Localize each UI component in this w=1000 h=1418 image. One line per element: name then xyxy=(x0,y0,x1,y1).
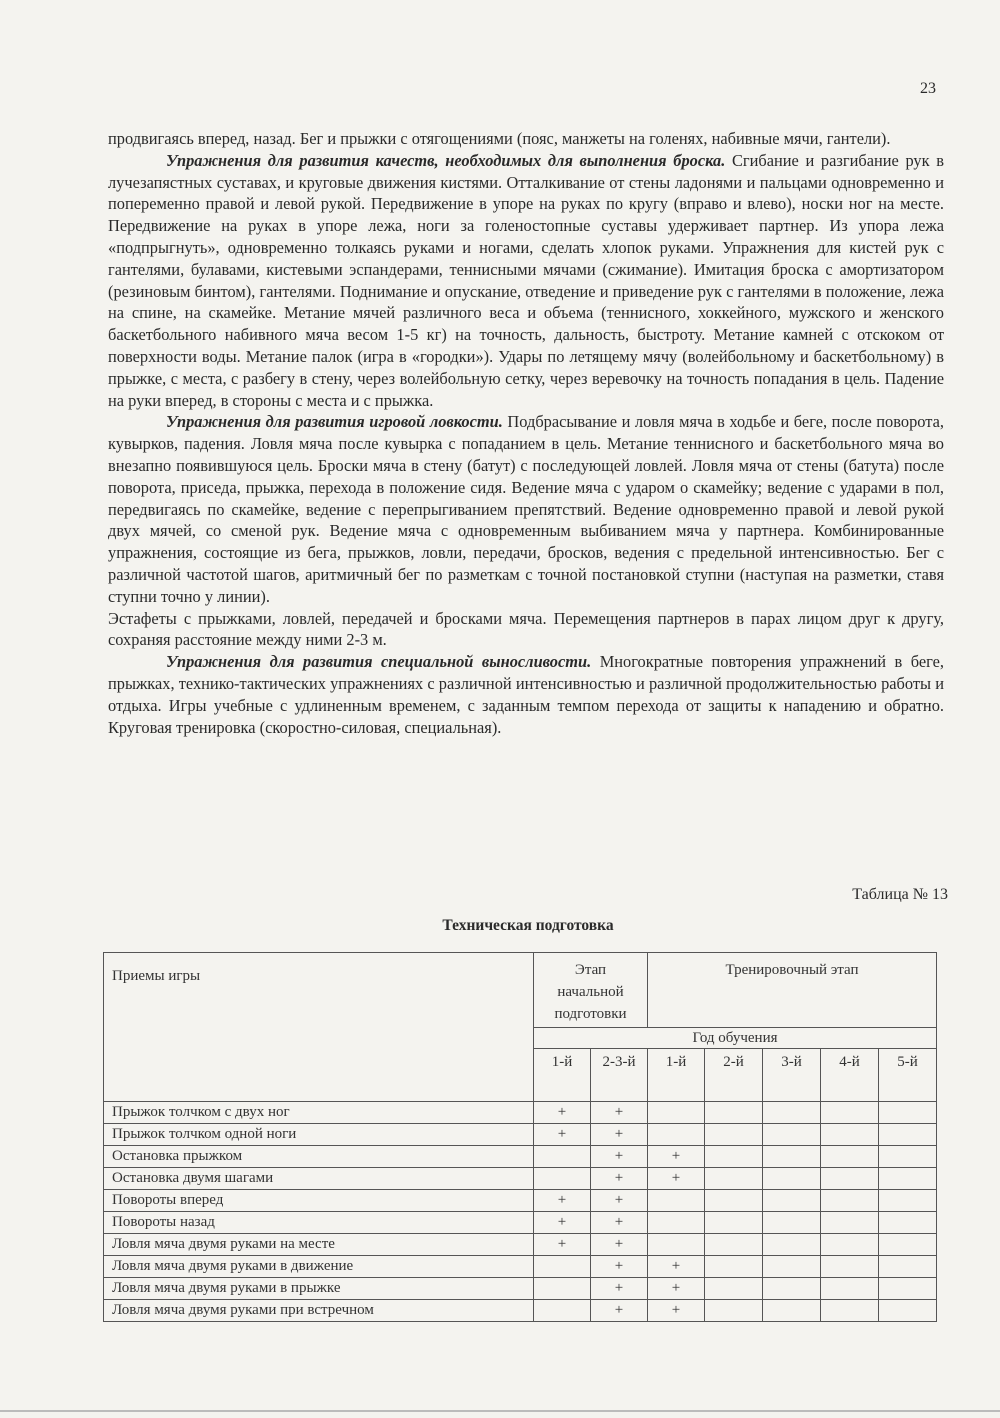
plan-mark xyxy=(821,1102,879,1124)
table-row xyxy=(104,1146,937,1168)
skill-name: Прыжок толчком одной ноги xyxy=(104,1124,534,1146)
plan-mark xyxy=(821,1190,879,1212)
plan-mark xyxy=(821,1124,879,1146)
plan-mark xyxy=(705,1212,763,1234)
page-edge-line xyxy=(0,1410,1000,1412)
plan-mark xyxy=(763,1146,821,1168)
plan-mark xyxy=(648,1190,705,1212)
plan-mark xyxy=(705,1256,763,1278)
plan-mark xyxy=(879,1168,937,1190)
header-training-stage: Тренировочный этап xyxy=(648,953,937,1028)
year-header: 5-й xyxy=(879,1049,937,1102)
plan-mark: + xyxy=(591,1102,648,1124)
plan-mark: + xyxy=(591,1168,648,1190)
skill-name: Ловля мяча двумя руками в прыжке xyxy=(104,1278,534,1300)
table-row xyxy=(104,1102,937,1124)
plan-mark xyxy=(879,1278,937,1300)
plan-mark xyxy=(821,1300,879,1322)
paragraph-text: Многократные повторения упражнений в беге, прыжках, технико-тактических упражнениях с различной интенсивностью и различной продолжительностью работы и отдыха. Игры учебные с удлиненным временем, с заданным темпом перехода от защиты к нападению и обратно. Круговая тренировка (скоростно-силовая, специальная). xyxy=(108,652,944,737)
plan-mark xyxy=(648,1212,705,1234)
plan-mark: + xyxy=(591,1212,648,1234)
paragraph-heading: Упражнения для развития специальной выносливости. xyxy=(166,652,592,672)
technical-training-table xyxy=(103,952,937,1322)
paragraph xyxy=(108,608,944,652)
plan-mark xyxy=(821,1256,879,1278)
plan-mark xyxy=(821,1212,879,1234)
paragraph-text: Сгибание и разгибание рук в лучезапястных суставах, и круговые движения кистями. Отталкивание от стены ладонями и пальцами одновременно и попеременно правой и левой рукой. Передвижение в упоре на руках по кругу (вправо и влево), носки ног на месте. Передвижение на руках в упоре лежа, ноги за голеностопные суставы удерживает партнер. Из упора лежа «подпрыгнуть», одновременно толкаясь руками и ногами, сделать хлопок руками. Упражнения для кистей рук с гантелями, булавами, кистевыми эспандерами, теннисными мячами (сжимание). Имитация броска с амортизатором (резиновым бинтом), гантелями. Поднимание и опускание, отведение и приведение рук с гантелями в положение, лежа на спине, на скамейке. Метание мячей различного веса и объема (теннисного, хоккейного, мужского и женского баскетбольного набивного мяча весом 1-5 кг) на точность, дальность, быстроту. Метание камней с отскоком от поверхности воды. Метание палок (игра в «городки»). Удары по летящему мячу (волейбольному и баскетбольному) в прыжке, с места, с разбегу в стену, через волейбольную сетку, через веревочку на точность попадания в цель. Падение на руки вперед, в стороны с места и с прыжка. xyxy=(108,150,944,410)
plan-mark xyxy=(821,1278,879,1300)
plan-mark xyxy=(879,1212,937,1234)
plan-mark xyxy=(534,1168,591,1190)
skill-name: Прыжок толчком с двух ног xyxy=(104,1102,534,1124)
plan-mark xyxy=(763,1212,821,1234)
paragraph xyxy=(108,651,944,738)
paragraph xyxy=(108,411,944,607)
plan-mark xyxy=(534,1146,591,1168)
body-text xyxy=(108,128,944,738)
skill-name: Повороты вперед xyxy=(104,1190,534,1212)
plan-mark xyxy=(763,1190,821,1212)
year-header: 4-й xyxy=(821,1049,879,1102)
plan-mark: + xyxy=(591,1190,648,1212)
plan-mark: + xyxy=(648,1300,705,1322)
plan-mark xyxy=(705,1190,763,1212)
table-row xyxy=(104,1234,937,1256)
header-initial-stage: Этап начальной подготовки xyxy=(534,953,648,1028)
paragraph xyxy=(108,128,944,150)
plan-mark: + xyxy=(591,1146,648,1168)
plan-mark: + xyxy=(534,1212,591,1234)
table-row xyxy=(104,1212,937,1234)
plan-mark xyxy=(763,1256,821,1278)
page-number: 23 xyxy=(920,80,936,97)
plan-mark xyxy=(879,1124,937,1146)
paragraph-text: Подбрасывание и ловля мяча в ходьбе и беге, после поворота, кувырков, падения. Ловля мяча после кувырка с попаданием в цель. Метание теннисного и баскетбольного мяча во внезапно появившуюся цель. Броски мяча в стену (батут) с последующей ловлей. Ловля мяча от стены (батута) после поворота, приседа, прыжка, перехода в положение сидя. Ведение мяча с ударом о скамейку; ведение с ударами в пол, передвигаясь по скамейке, ведение с перепрыгиванием препятствий. Ведение одновременно правой и левой рукой двух мячей, со сменой рук. Ведение мяча с одновременным выбиванием мяча у партнера. Комбинированные упражнения, состоящие из бега, прыжков, ловли, передачи, бросков, ведения с предельной интенсивностью. Бег с различной частотой шагов, аритмичный бег по разметкам с точной постановкой ступни (наступая на разметки, ставя ступни точно у линии). xyxy=(108,412,944,606)
plan-mark xyxy=(648,1124,705,1146)
table-row xyxy=(104,1168,937,1190)
plan-mark xyxy=(821,1168,879,1190)
plan-mark xyxy=(763,1168,821,1190)
paragraph-heading: Упражнения для развития игровой ловкости. xyxy=(166,412,503,432)
plan-mark xyxy=(821,1146,879,1168)
plan-mark: + xyxy=(591,1256,648,1278)
plan-mark: + xyxy=(534,1234,591,1256)
table-row xyxy=(104,1124,937,1146)
table-row xyxy=(104,1300,937,1322)
paragraph-heading: Упражнения для развития качеств, необходимых для выполнения броска. xyxy=(166,150,726,170)
plan-mark: + xyxy=(534,1102,591,1124)
year-header: 2-3-й xyxy=(591,1049,648,1102)
plan-mark xyxy=(534,1256,591,1278)
plan-mark xyxy=(534,1278,591,1300)
plan-mark xyxy=(705,1168,763,1190)
header-skills: Приемы игры xyxy=(104,953,534,1102)
plan-mark: + xyxy=(648,1146,705,1168)
plan-mark xyxy=(763,1234,821,1256)
paragraph-text: Эстафеты с прыжками, ловлей, передачей и бросками мяча. Перемещения партнеров в парах лицом друг к другу, сохраняя расстояние между ними 2-3 м. xyxy=(108,608,944,650)
plan-mark: + xyxy=(591,1124,648,1146)
plan-mark: + xyxy=(648,1278,705,1300)
plan-mark xyxy=(879,1146,937,1168)
plan-mark xyxy=(705,1234,763,1256)
plan-mark xyxy=(705,1300,763,1322)
plan-mark xyxy=(763,1300,821,1322)
header-year-of-study: Год обучения xyxy=(534,1028,937,1049)
skill-name: Остановка двумя шагами xyxy=(104,1168,534,1190)
skill-name: Повороты назад xyxy=(104,1212,534,1234)
year-header: 1-й xyxy=(648,1049,705,1102)
plan-mark xyxy=(763,1124,821,1146)
plan-mark: + xyxy=(534,1190,591,1212)
plan-mark xyxy=(534,1300,591,1322)
plan-mark: + xyxy=(591,1234,648,1256)
plan-mark xyxy=(705,1102,763,1124)
plan-mark: + xyxy=(591,1300,648,1322)
plan-mark xyxy=(705,1278,763,1300)
paragraph xyxy=(108,150,944,412)
skill-name: Ловля мяча двумя руками в движение xyxy=(104,1256,534,1278)
plan-mark xyxy=(763,1278,821,1300)
plan-mark xyxy=(648,1102,705,1124)
plan-mark xyxy=(879,1256,937,1278)
plan-mark xyxy=(705,1146,763,1168)
table-label: Таблица № 13 xyxy=(852,886,948,903)
plan-mark xyxy=(648,1234,705,1256)
table-row xyxy=(104,1190,937,1212)
plan-mark xyxy=(879,1300,937,1322)
plan-mark: + xyxy=(648,1256,705,1278)
table-row xyxy=(104,1278,937,1300)
plan-mark xyxy=(879,1234,937,1256)
plan-mark: + xyxy=(591,1278,648,1300)
plan-mark xyxy=(763,1102,821,1124)
plan-mark: + xyxy=(534,1124,591,1146)
year-header: 3-й xyxy=(763,1049,821,1102)
skill-name: Ловля мяча двумя руками при встречном xyxy=(104,1300,534,1322)
plan-mark xyxy=(879,1102,937,1124)
plan-mark xyxy=(705,1124,763,1146)
year-header: 1-й xyxy=(534,1049,591,1102)
plan-mark xyxy=(879,1190,937,1212)
skill-name: Остановка прыжком xyxy=(104,1146,534,1168)
table-title: Техническая подготовка xyxy=(442,917,614,934)
skill-name: Ловля мяча двумя руками на месте xyxy=(104,1234,534,1256)
plan-mark: + xyxy=(648,1168,705,1190)
year-header: 2-й xyxy=(705,1049,763,1102)
plan-mark xyxy=(821,1234,879,1256)
table-row xyxy=(104,1256,937,1278)
paragraph-text: продвигаясь вперед, назад. Бег и прыжки с отягощениями (пояс, манжеты на голенях, набивные мячи, гантели). xyxy=(108,129,891,148)
